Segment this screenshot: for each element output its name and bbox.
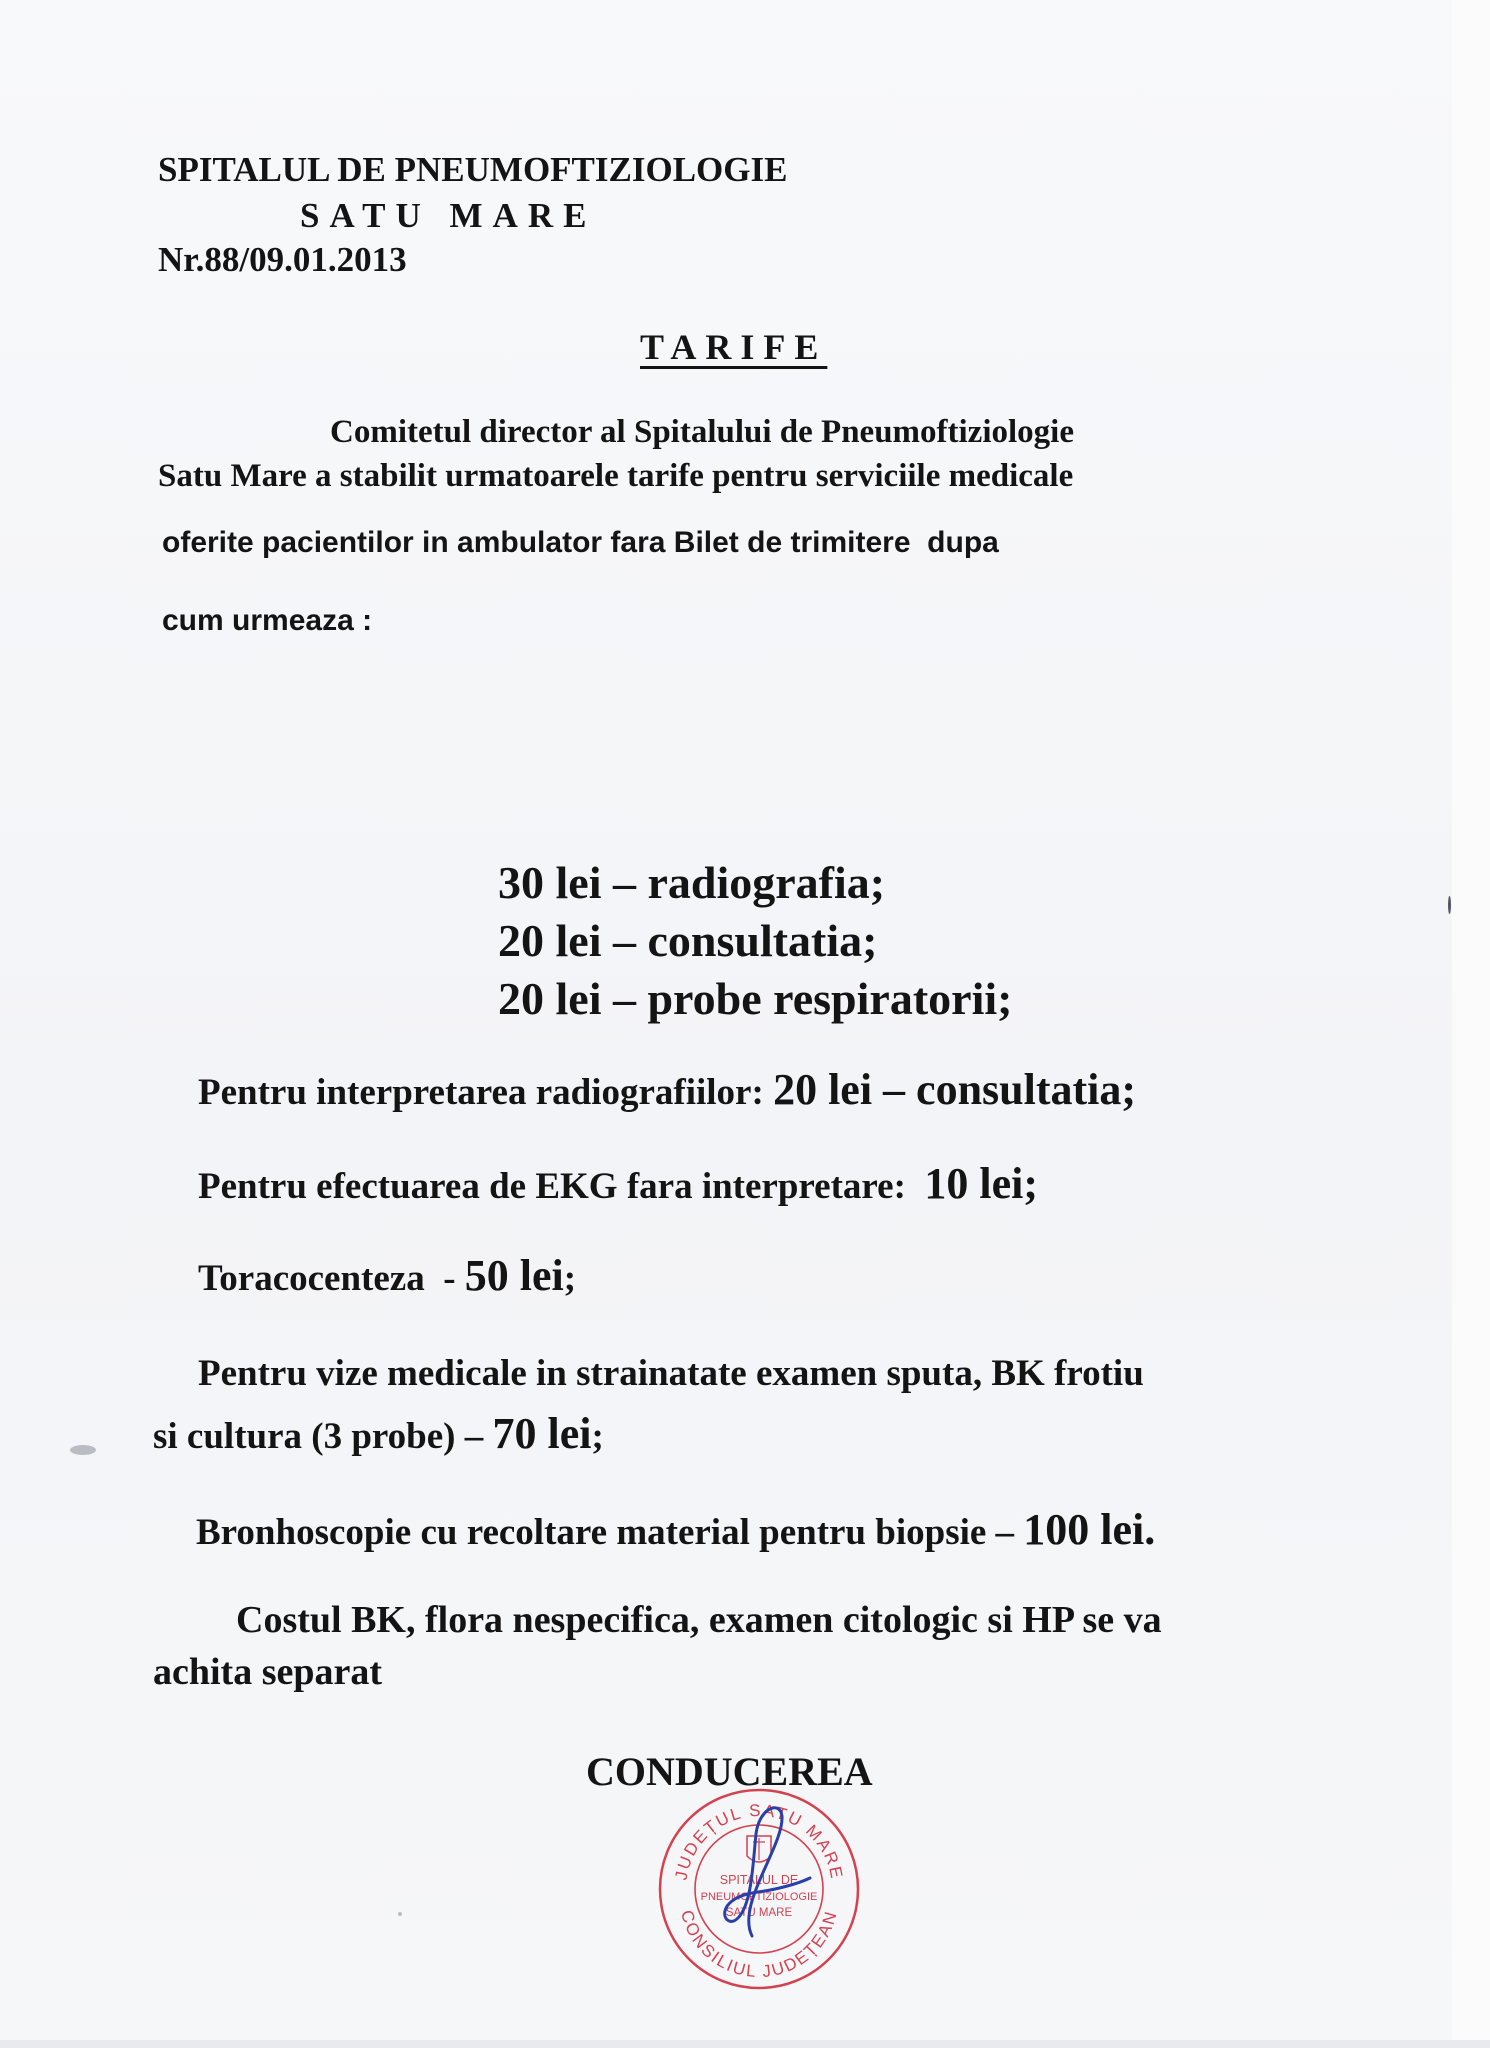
price-radiografia: 30 lei – radiografia;: [498, 857, 886, 908]
stamp-bottom-text: CONSILIUL JUDEȚEAN: [677, 1908, 841, 1982]
note-line-1: Costul BK, flora nespecifica, examen citologic si HP se va: [236, 1599, 1162, 1641]
item-price: 70 lei: [492, 1409, 592, 1458]
item-label: Pentru efectuarea de EKG fara interpretare:: [198, 1166, 925, 1207]
item-ekg: [198, 1158, 1038, 1209]
stamp-center-line-2: PNEUMOFTIZIOLOGIE: [700, 1891, 818, 1903]
item-label: Toracocenteza -: [198, 1258, 465, 1299]
intro-line-4: cum urmeaza :: [162, 604, 373, 637]
item-price: 100 lei.: [1023, 1505, 1156, 1554]
note-line-2: achita separat: [153, 1651, 383, 1693]
scan-blemish: [1448, 896, 1451, 914]
item-label: Pentru interpretarea radiografiilor:: [198, 1072, 774, 1113]
intro-line-1: Comitetul director al Spitalului de Pneumoftiziologie: [330, 414, 1074, 450]
stamp-center-line-1: SPITALUL DE: [719, 1873, 799, 1887]
document-title: TARIFE: [640, 327, 828, 367]
coat-of-arms-icon: [747, 1836, 771, 1862]
item-punctuation: ;: [563, 1258, 577, 1299]
institution-city: SATU MARE: [300, 196, 597, 235]
stamp-center-line-3: SATU MARE: [725, 1907, 793, 1919]
item-vize-line-1: Pentru vize medicale in strainatate examen sputa, BK frotiu: [198, 1353, 1144, 1394]
item-toracocenteza: [198, 1250, 576, 1301]
price-probe-respiratorii: 20 lei – probe respiratorii;: [498, 973, 1013, 1024]
intro-line-3: oferite pacientilor in ambulator fara Bilet de trimitere dupa: [162, 526, 999, 559]
stamp-top-text: JUDEȚUL SATU MARE: [671, 1800, 847, 1882]
scan-blemish: [70, 1445, 96, 1455]
item-interpretare-radiografii: [198, 1064, 1136, 1115]
institution-name: SPITALUL DE PNEUMOFTIZIOLOGIE: [158, 150, 788, 189]
item-price: 50 lei: [464, 1251, 564, 1300]
signature-label: CONDUCEREA: [586, 1749, 873, 1794]
price-consultatia: 20 lei – consultatia;: [498, 915, 878, 966]
item-label: Bronhoscopie cu recoltare material pentru biopsie –: [196, 1512, 1024, 1553]
item-bronhoscopie: [196, 1504, 1155, 1555]
item-vize-line-2: [153, 1408, 604, 1459]
scan-margin: [1452, 0, 1490, 2048]
scan-blemish: [398, 1912, 402, 1916]
item-label: si cultura (3 probe) –: [153, 1416, 493, 1457]
item-punctuation: ;: [591, 1416, 604, 1457]
document-number: Nr.88/09.01.2013: [158, 240, 407, 279]
official-stamp: [656, 1786, 862, 1992]
scan-bottom-edge: [0, 2040, 1490, 2048]
item-price: 20 lei – consultatia;: [773, 1065, 1137, 1114]
intro-line-2: Satu Mare a stabilit urmatoarele tarife pentru serviciile medicale: [158, 458, 1074, 494]
item-price: 10 lei;: [924, 1159, 1039, 1208]
